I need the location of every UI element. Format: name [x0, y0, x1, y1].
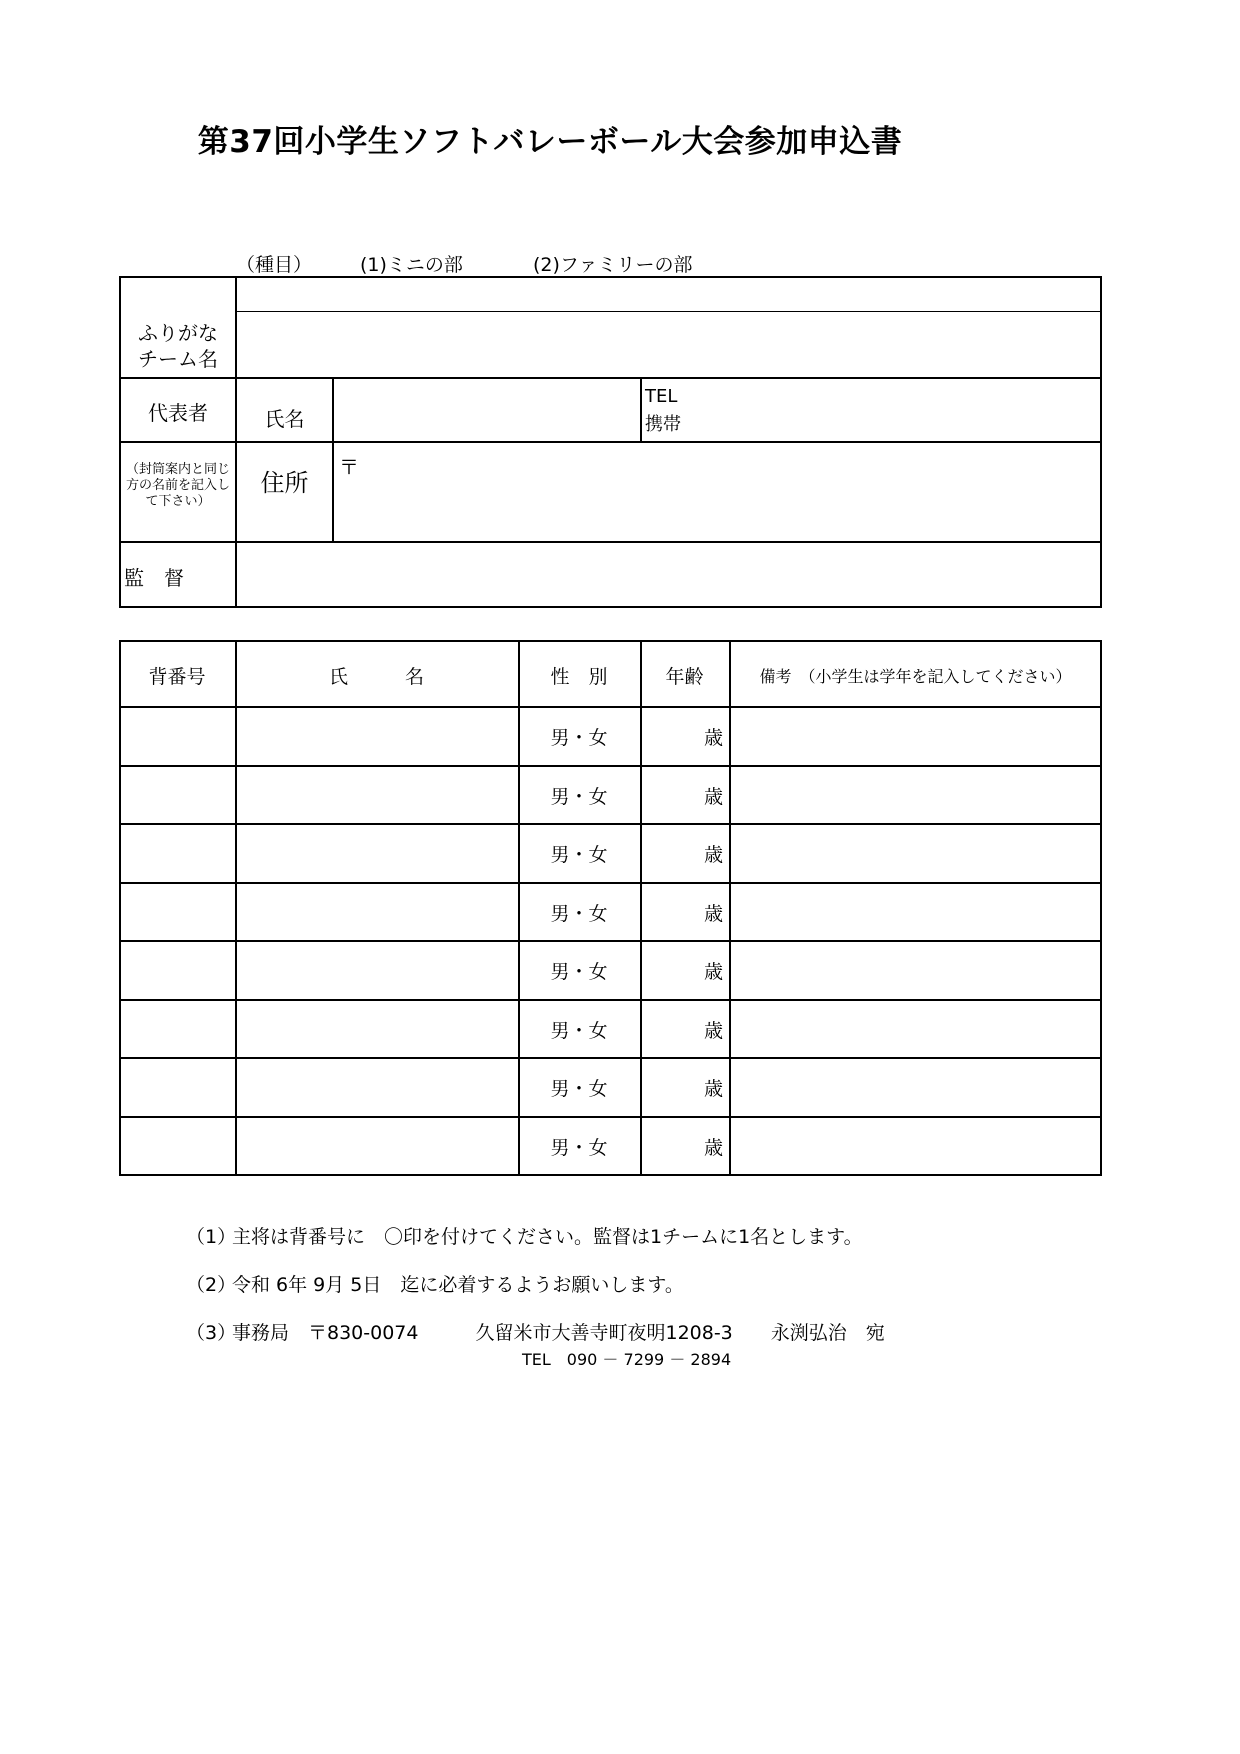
- age-unit: 歳: [703, 1136, 723, 1159]
- gender-selector[interactable]: 男・女: [550, 785, 608, 808]
- member-remarks-input[interactable]: [731, 767, 1101, 823]
- member-name-input[interactable]: [237, 1118, 517, 1174]
- representative-label: 代表者: [148, 401, 208, 425]
- gender-selector[interactable]: 男・女: [550, 1078, 608, 1100]
- address-input[interactable]: [334, 443, 1100, 541]
- note-2: （2）令和 6年 9月 5日 迄に必着するようお願いします。: [186, 1274, 684, 1296]
- member-number-input[interactable]: [121, 708, 234, 764]
- coach-input[interactable]: [237, 543, 1100, 606]
- member-number-input[interactable]: [121, 1118, 234, 1174]
- age-unit: 歳: [703, 1019, 723, 1042]
- member-remarks-input[interactable]: [731, 708, 1101, 764]
- member-number-input[interactable]: [121, 1001, 234, 1057]
- age-unit: 歳: [703, 844, 723, 866]
- gender-selector[interactable]: 男・女: [550, 902, 608, 925]
- team-name-label: チーム名: [138, 347, 218, 371]
- member-number-input[interactable]: [121, 767, 234, 823]
- coach-label: 監 督: [124, 566, 184, 590]
- category-option-mini[interactable]: (1)ミニの部: [360, 254, 463, 276]
- member-remarks-input[interactable]: [731, 1059, 1101, 1115]
- note-1: （1）主将は背番号に 〇印を付けてください。監督は1チームに1名とします。: [186, 1226, 863, 1248]
- gender-selector[interactable]: 男・女: [550, 844, 608, 866]
- furigana-input[interactable]: [237, 278, 1100, 311]
- member-number-input[interactable]: [121, 825, 234, 881]
- category-option-family[interactable]: (2)ファミリーの部: [533, 254, 693, 276]
- gender-selector[interactable]: 男・女: [550, 1019, 608, 1042]
- postal-mark: 〒: [339, 455, 359, 479]
- member-number-input[interactable]: [121, 942, 234, 998]
- page-title: 第37回小学生ソフトバレーボール大会参加申込書: [197, 124, 903, 160]
- member-name-input[interactable]: [237, 884, 517, 940]
- contact-tel: TEL 090 － 7299 － 2894: [522, 1350, 732, 1369]
- header-name: 氏 名: [328, 666, 424, 688]
- header-remarks: 備考 （小学生は学年を記入してください）: [759, 667, 1072, 686]
- member-number-input[interactable]: [121, 884, 234, 940]
- representative-phone-input[interactable]: [642, 379, 1100, 441]
- gender-selector[interactable]: 男・女: [550, 1136, 608, 1159]
- representative-name-input[interactable]: [334, 379, 640, 441]
- team-name-input[interactable]: [237, 312, 1100, 377]
- address-note: （封筒案内と同じ方の名前を記入して下さい）: [125, 462, 230, 509]
- category-label: （種目）: [236, 254, 313, 276]
- member-remarks-input[interactable]: [731, 1118, 1101, 1174]
- age-unit: 歳: [703, 1078, 723, 1100]
- member-name-input[interactable]: [237, 825, 517, 881]
- mobile-label: 携帯: [645, 414, 681, 435]
- member-remarks-input[interactable]: [731, 884, 1101, 940]
- name-label: 氏名: [264, 407, 305, 431]
- member-remarks-input[interactable]: [731, 825, 1101, 881]
- member-remarks-input[interactable]: [731, 942, 1101, 998]
- member-name-input[interactable]: [237, 767, 517, 823]
- member-name-input[interactable]: [237, 942, 517, 998]
- age-unit: 歳: [703, 961, 723, 983]
- header-age: 年齢: [665, 666, 704, 688]
- header-number: 背番号: [148, 666, 206, 688]
- member-name-input[interactable]: [237, 708, 517, 764]
- age-unit: 歳: [703, 902, 723, 925]
- member-number-input[interactable]: [121, 1059, 234, 1115]
- member-name-input[interactable]: [237, 1001, 517, 1057]
- tel-label: TEL: [645, 386, 678, 407]
- address-label: 住所: [260, 469, 309, 497]
- member-name-input[interactable]: [237, 1059, 517, 1115]
- member-remarks-input[interactable]: [731, 1001, 1101, 1057]
- furigana-label: ふりがな: [138, 321, 218, 345]
- gender-selector[interactable]: 男・女: [550, 961, 608, 983]
- table-rule: [119, 1174, 1102, 1176]
- note-3: （3）事務局 〒830-0074 久留米市大善寺町夜明1208-3 永渕弘治 宛: [186, 1322, 885, 1344]
- table-rule: [119, 640, 1102, 642]
- header-gender: 性 別: [550, 666, 608, 688]
- age-unit: 歳: [703, 727, 723, 749]
- gender-selector[interactable]: 男・女: [550, 727, 608, 749]
- age-unit: 歳: [703, 785, 723, 808]
